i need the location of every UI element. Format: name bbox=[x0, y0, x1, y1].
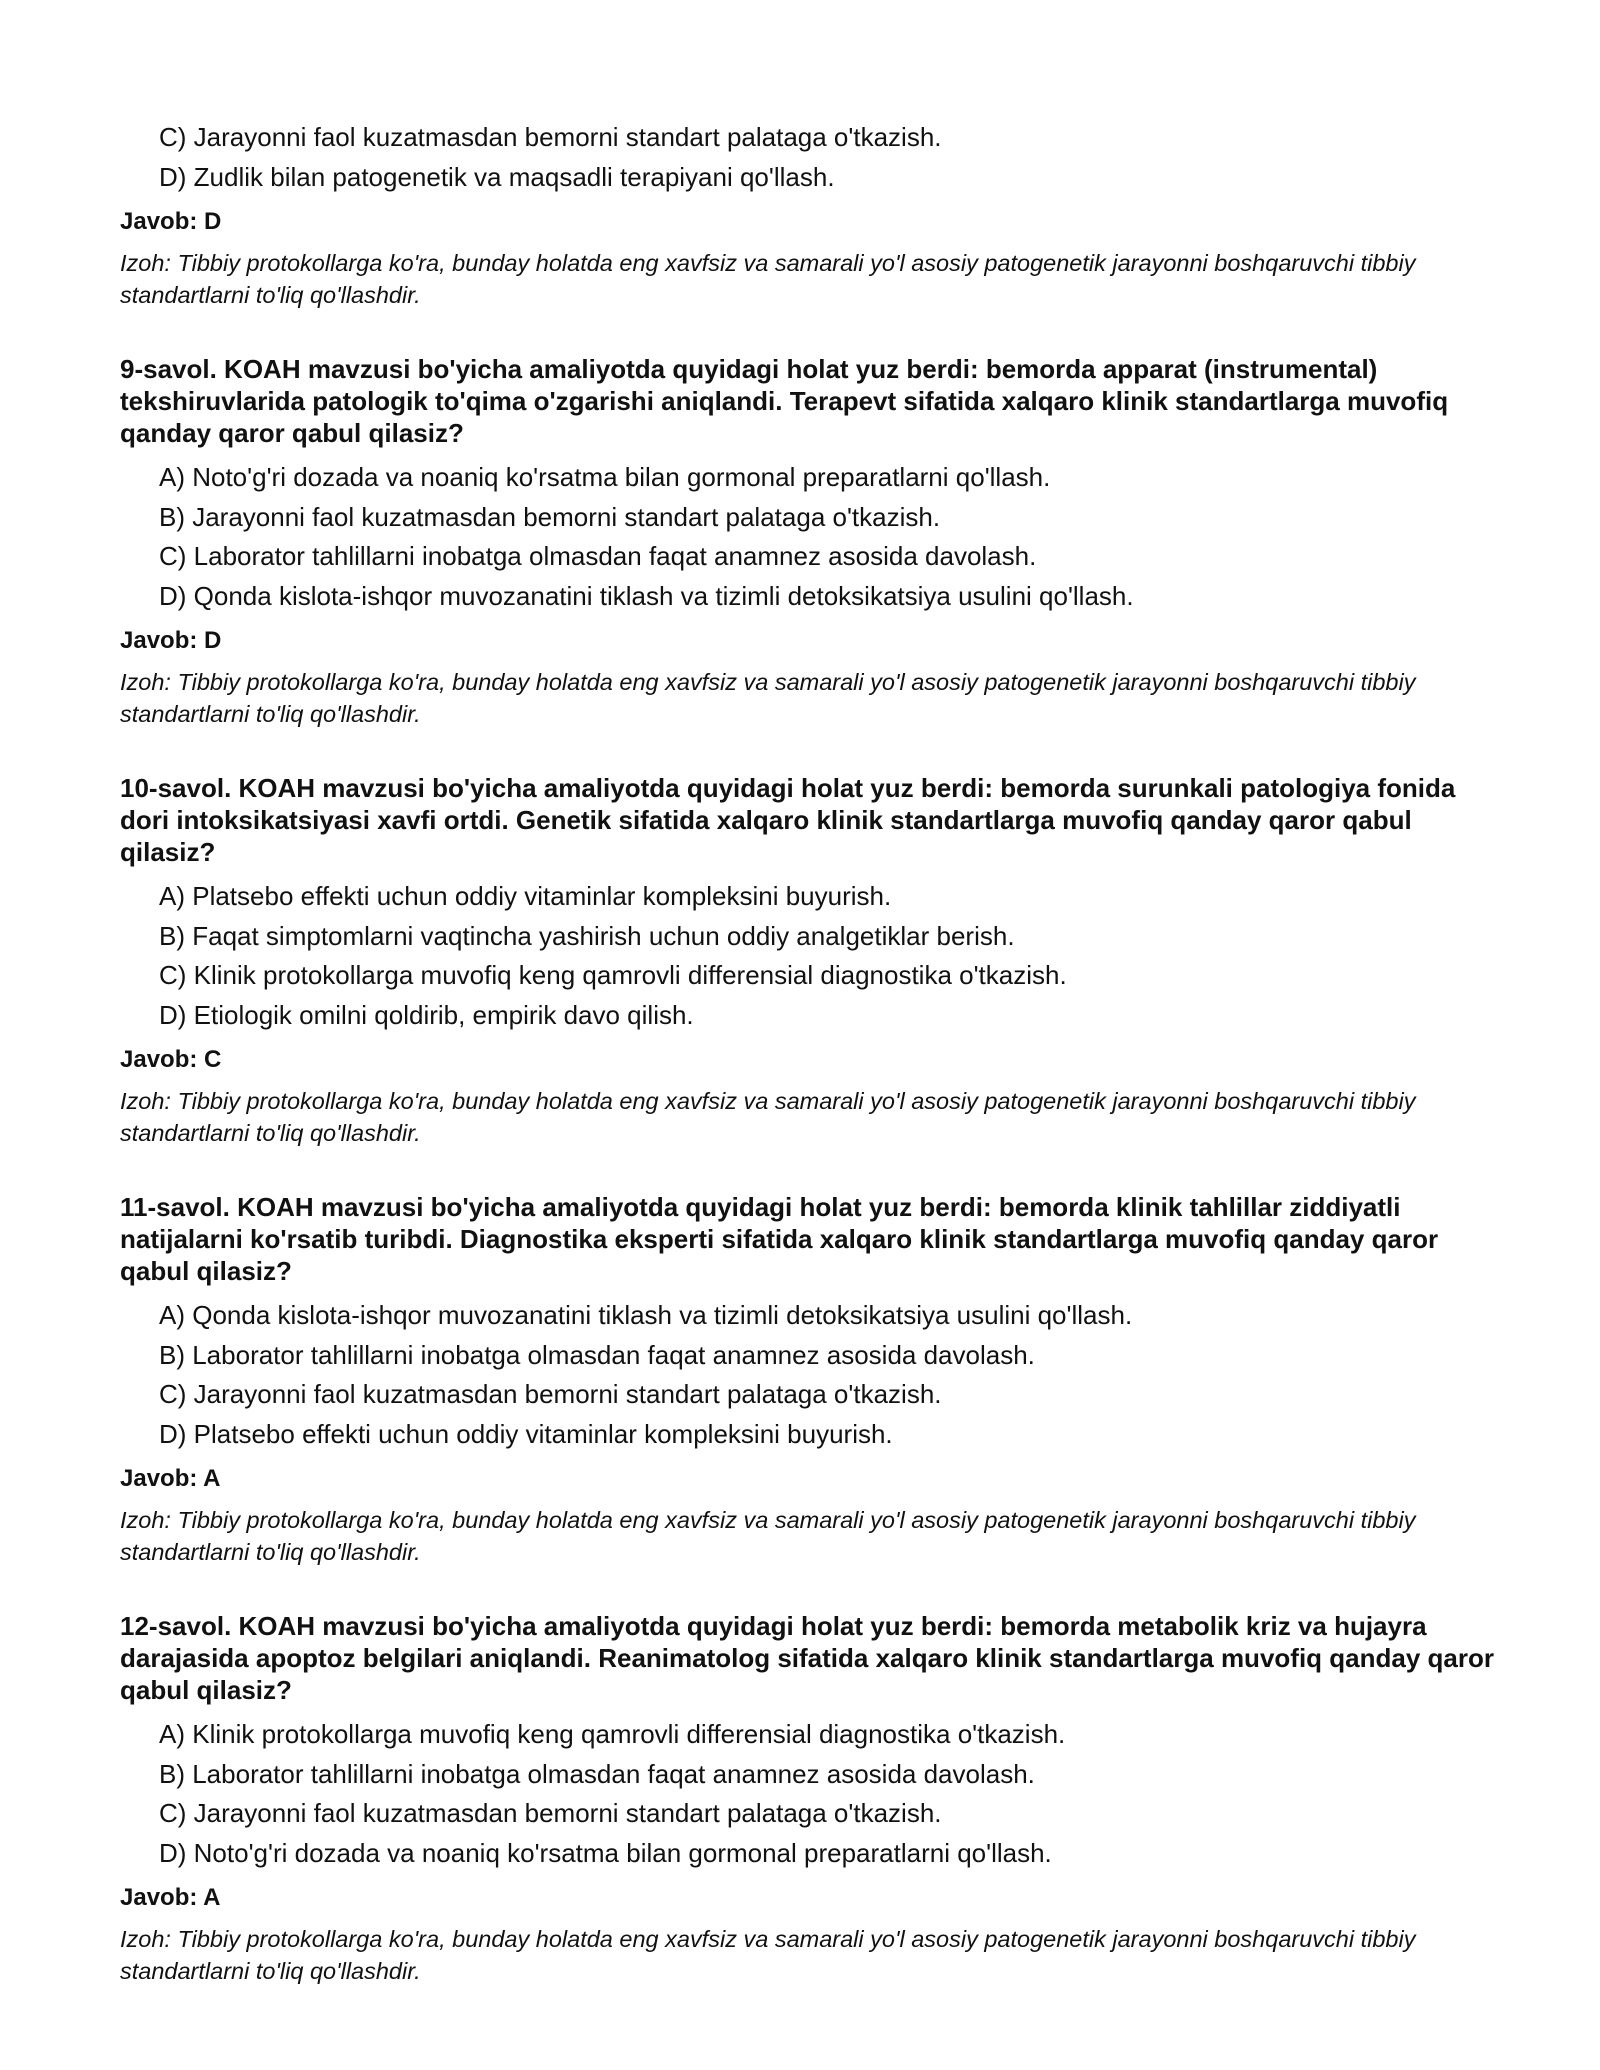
option-a: A) Noto'g'ri dozada va noaniq ko'rsatma bilan gormonal preparatlarni qo'llash. bbox=[159, 462, 1051, 492]
answer: Javob: A bbox=[120, 1884, 221, 1911]
question-text: 11-savol. KOAH mavzusi bo'yicha amaliyotda quyidagi holat yuz berdi: bemorda klinik tahlillar ziddiyatli natijalarni ko'rsatib turibdi. Diagnostika eksperti sifatida xalqaro klinik standartlarga muvofiq qanday qaror qabul qilasiz? bbox=[120, 1192, 1439, 1286]
option-d: D) Platsebo effekti uchun oddiy vitaminlar kompleksini buyurish. bbox=[159, 1418, 893, 1449]
option-a: A) Qonda kislota-ishqor muvozanatini tiklash va tizimli detoksikatsiya usulini qo'llash. bbox=[159, 1300, 1133, 1330]
question-12 bbox=[120, 1610, 1500, 1987]
option-c: C) Laborator tahlillarni inobatga olmasdan faqat anamnez asosida davolash. bbox=[159, 541, 1037, 571]
option-a: A) Platsebo effekti uchun oddiy vitaminlar kompleksini buyurish. bbox=[159, 881, 892, 911]
option-d: D) Zudlik bilan patogenetik va maqsadli terapiyani qo'llash. bbox=[159, 161, 835, 192]
question-text: 9-savol. KOAH mavzusi bo'yicha amaliyotda quyidagi holat yuz berdi: bemorda apparat (instrumental) tekshiruvlarida patologik to'qima o'zgarishi aniqlandi. Terapevt sifatida xalqaro klinik standartlarga muvofiq qanday qaror qabul qilasiz? bbox=[120, 354, 1449, 448]
explanation: Izoh: Tibbiy protokollarga ko'ra, bunday holatda eng xavfsiz va samarali yo'l asosiy patogenetik jarayonni boshqaruvchi tibbiy standartlarni to'liq qo'llashdir. bbox=[120, 1507, 1416, 1565]
option-d: D) Etiologik omilni qoldirib, empirik davo qilish. bbox=[159, 999, 694, 1030]
question-text: 10-savol. KOAH mavzusi bo'yicha amaliyotda quyidagi holat yuz berdi: bemorda surunkali patologiya fonida dori intoksikatsiyasi xavfi ortdi. Genetik sifatida xalqaro klinik standartlarga muvofiq qanday qaror qabul qilasiz? bbox=[120, 773, 1456, 867]
option-d: D) Qonda kislota-ishqor muvozanatini tiklash va tizimli detoksikatsiya usulini qo'llash. bbox=[159, 580, 1134, 611]
option-c: C) Klinik protokollarga muvofiq keng qamrovli differensial diagnostika o'tkazish. bbox=[159, 960, 1067, 990]
answer: Javob: A bbox=[120, 1465, 221, 1492]
answer: Javob: C bbox=[120, 1046, 222, 1073]
question-10 bbox=[120, 772, 1500, 1149]
option-b: B) Laborator tahlillarni inobatga olmasdan faqat anamnez asosida davolash. bbox=[159, 1758, 1035, 1789]
option-b: B) Laborator tahlillarni inobatga olmasdan faqat anamnez asosida davolash. bbox=[159, 1339, 1035, 1370]
explanation: Izoh: Tibbiy protokollarga ko'ra, bunday holatda eng xavfsiz va samarali yo'l asosiy patogenetik jarayonni boshqaruvchi tibbiy standartlarni to'liq qo'llashdir. bbox=[120, 250, 1416, 308]
document-page bbox=[120, 118, 1500, 1987]
question-8-continuation bbox=[120, 118, 1500, 311]
option-c: C) Jarayonni faol kuzatmasdan bemorni standart palataga o'tkazish. bbox=[159, 122, 942, 152]
question-text: 12-savol. KOAH mavzusi bo'yicha amaliyotda quyidagi holat yuz berdi: bemorda metabolik kriz va hujayra darajasida apoptoz belgilari aniqlandi. Reanimatolog sifatida xalqaro klinik standartlarga muvofiq qanday qaror qabul qilasiz? bbox=[120, 1611, 1494, 1705]
option-b: B) Jarayonni faol kuzatmasdan bemorni standart palataga o'tkazish. bbox=[159, 501, 941, 532]
option-d: D) Noto'g'ri dozada va noaniq ko'rsatma bilan gormonal preparatlarni qo'llash. bbox=[159, 1837, 1052, 1868]
option-b: B) Faqat simptomlarni vaqtincha yashirish uchun oddiy analgetiklar berish. bbox=[159, 920, 1015, 951]
option-a: A) Klinik protokollarga muvofiq keng qamrovli differensial diagnostika o'tkazish. bbox=[159, 1719, 1066, 1749]
option-c: C) Jarayonni faol kuzatmasdan bemorni standart palataga o'tkazish. bbox=[159, 1379, 942, 1409]
answer: Javob: D bbox=[120, 208, 222, 235]
answer: Javob: D bbox=[120, 627, 222, 654]
explanation: Izoh: Tibbiy protokollarga ko'ra, bunday holatda eng xavfsiz va samarali yo'l asosiy patogenetik jarayonni boshqaruvchi tibbiy standartlarni to'liq qo'llashdir. bbox=[120, 1926, 1416, 1984]
explanation: Izoh: Tibbiy protokollarga ko'ra, bunday holatda eng xavfsiz va samarali yo'l asosiy patogenetik jarayonni boshqaruvchi tibbiy standartlarni to'liq qo'llashdir. bbox=[120, 669, 1416, 727]
question-11 bbox=[120, 1191, 1500, 1568]
option-c: C) Jarayonni faol kuzatmasdan bemorni standart palataga o'tkazish. bbox=[159, 1798, 942, 1828]
explanation: Izoh: Tibbiy protokollarga ko'ra, bunday holatda eng xavfsiz va samarali yo'l asosiy patogenetik jarayonni boshqaruvchi tibbiy standartlarni to'liq qo'llashdir. bbox=[120, 1088, 1416, 1146]
question-9 bbox=[120, 353, 1500, 730]
